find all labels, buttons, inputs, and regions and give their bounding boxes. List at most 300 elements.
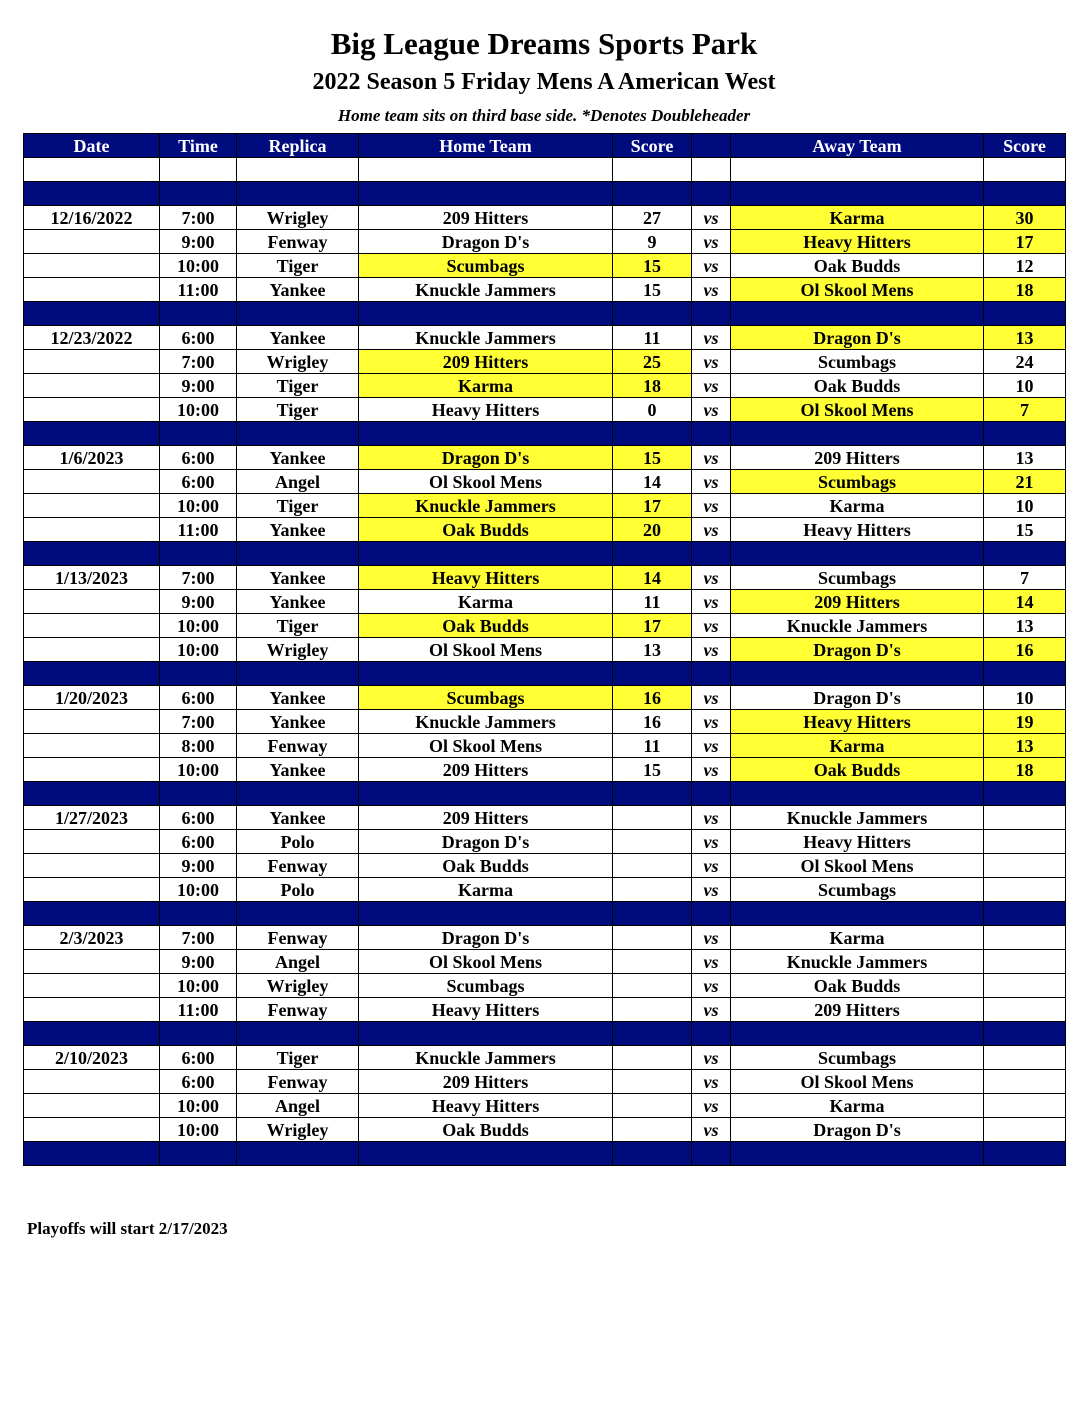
vs-cell: vs [692, 254, 731, 278]
time-cell: 6:00 [160, 686, 237, 710]
date-cell [24, 494, 160, 518]
column-header-away-score: Score [984, 134, 1066, 158]
time-cell: 11:00 [160, 278, 237, 302]
home-score-cell [613, 998, 692, 1022]
separator-cell [359, 302, 613, 326]
column-header-vs [692, 134, 731, 158]
time-cell: 7:00 [160, 206, 237, 230]
away-score-cell: 13 [984, 326, 1066, 350]
separator-cell [984, 542, 1066, 566]
date-cell: 12/16/2022 [24, 206, 160, 230]
time-cell: 6:00 [160, 830, 237, 854]
time-cell: 10:00 [160, 1118, 237, 1142]
vs-cell: vs [692, 518, 731, 542]
home-score-cell: 17 [613, 614, 692, 638]
separator-cell [692, 1142, 731, 1166]
separator-cell [24, 1142, 160, 1166]
home-score-cell [613, 1070, 692, 1094]
time-cell: 10:00 [160, 758, 237, 782]
home-score-cell [613, 1094, 692, 1118]
separator-cell [613, 662, 692, 686]
game-row [24, 686, 1066, 710]
game-row [24, 758, 1066, 782]
game-row [24, 854, 1066, 878]
vs-cell: vs [692, 710, 731, 734]
away-team-cell: 209 Hitters [731, 998, 984, 1022]
vs-cell: vs [692, 1046, 731, 1070]
game-row [24, 398, 1066, 422]
away-team-cell: Oak Budds [731, 758, 984, 782]
away-score-cell: 10 [984, 686, 1066, 710]
separator-cell [613, 1142, 692, 1166]
separator-row [24, 182, 1066, 206]
date-cell [24, 830, 160, 854]
blank-cell [237, 158, 359, 182]
date-cell [24, 710, 160, 734]
home-score-cell: 17 [613, 494, 692, 518]
field-cell: Yankee [237, 758, 359, 782]
home-team-cell: Oak Budds [359, 518, 613, 542]
away-team-cell: Scumbags [731, 1046, 984, 1070]
vs-cell: vs [692, 806, 731, 830]
separator-cell [731, 782, 984, 806]
blank-cell [731, 158, 984, 182]
vs-cell: vs [692, 206, 731, 230]
game-row [24, 926, 1066, 950]
schedule-table [23, 133, 1066, 1166]
field-cell: Tiger [237, 254, 359, 278]
home-score-cell [613, 1118, 692, 1142]
game-row [24, 374, 1066, 398]
away-team-cell: Oak Budds [731, 374, 984, 398]
away-team-cell: Ol Skool Mens [731, 278, 984, 302]
vs-cell: vs [692, 326, 731, 350]
date-cell [24, 854, 160, 878]
home-score-cell: 15 [613, 446, 692, 470]
vs-cell: vs [692, 494, 731, 518]
home-score-cell: 9 [613, 230, 692, 254]
home-score-cell: 11 [613, 326, 692, 350]
away-team-cell: Ol Skool Mens [731, 1070, 984, 1094]
date-cell [24, 254, 160, 278]
game-row [24, 830, 1066, 854]
away-score-cell: 13 [984, 614, 1066, 638]
away-team-cell: Heavy Hitters [731, 830, 984, 854]
away-team-cell: Ol Skool Mens [731, 398, 984, 422]
field-cell: Yankee [237, 686, 359, 710]
vs-cell: vs [692, 974, 731, 998]
column-header-date: Date [24, 134, 160, 158]
vs-cell: vs [692, 470, 731, 494]
away-team-cell: 209 Hitters [731, 590, 984, 614]
home-score-cell: 16 [613, 686, 692, 710]
separator-cell [359, 782, 613, 806]
home-score-cell: 15 [613, 254, 692, 278]
time-cell: 10:00 [160, 614, 237, 638]
home-score-cell: 11 [613, 590, 692, 614]
away-team-cell: Oak Budds [731, 974, 984, 998]
away-score-cell [984, 998, 1066, 1022]
separator-cell [359, 902, 613, 926]
date-cell: 2/3/2023 [24, 926, 160, 950]
game-row [24, 470, 1066, 494]
separator-cell [160, 1022, 237, 1046]
game-row [24, 614, 1066, 638]
away-team-cell: Karma [731, 1094, 984, 1118]
vs-cell: vs [692, 854, 731, 878]
vs-cell: vs [692, 950, 731, 974]
game-row [24, 998, 1066, 1022]
separator-cell [160, 662, 237, 686]
home-score-cell: 27 [613, 206, 692, 230]
field-cell: Tiger [237, 614, 359, 638]
time-cell: 10:00 [160, 974, 237, 998]
game-row [24, 734, 1066, 758]
separator-cell [160, 422, 237, 446]
away-score-cell: 10 [984, 494, 1066, 518]
field-cell: Fenway [237, 926, 359, 950]
field-cell: Tiger [237, 494, 359, 518]
home-team-cell: Scumbags [359, 974, 613, 998]
blank-cell [24, 158, 160, 182]
away-score-cell: 18 [984, 758, 1066, 782]
separator-cell [24, 902, 160, 926]
date-cell [24, 590, 160, 614]
date-cell [24, 878, 160, 902]
home-score-cell [613, 950, 692, 974]
away-team-cell: Heavy Hitters [731, 710, 984, 734]
game-row [24, 254, 1066, 278]
home-score-cell [613, 830, 692, 854]
away-team-cell: Karma [731, 926, 984, 950]
home-team-cell: Dragon D's [359, 830, 613, 854]
home-score-cell: 16 [613, 710, 692, 734]
home-score-cell: 0 [613, 398, 692, 422]
separator-row [24, 422, 1066, 446]
date-cell: 1/20/2023 [24, 686, 160, 710]
separator-cell [613, 902, 692, 926]
separator-cell [24, 302, 160, 326]
game-row [24, 518, 1066, 542]
vs-cell: vs [692, 278, 731, 302]
home-score-cell: 15 [613, 278, 692, 302]
game-row [24, 278, 1066, 302]
home-score-cell: 13 [613, 638, 692, 662]
vs-cell: vs [692, 1094, 731, 1118]
field-cell: Wrigley [237, 1118, 359, 1142]
away-team-cell: 209 Hitters [731, 446, 984, 470]
separator-cell [731, 902, 984, 926]
home-team-cell: Knuckle Jammers [359, 326, 613, 350]
home-team-cell: Ol Skool Mens [359, 638, 613, 662]
away-score-cell: 24 [984, 350, 1066, 374]
separator-cell [984, 302, 1066, 326]
home-team-cell: Oak Budds [359, 854, 613, 878]
field-cell: Fenway [237, 230, 359, 254]
separator-cell [692, 782, 731, 806]
column-header-time: Time [160, 134, 237, 158]
separator-cell [359, 1022, 613, 1046]
field-cell: Wrigley [237, 350, 359, 374]
time-cell: 10:00 [160, 494, 237, 518]
home-team-cell: Dragon D's [359, 446, 613, 470]
vs-cell: vs [692, 686, 731, 710]
separator-cell [613, 422, 692, 446]
separator-cell [692, 422, 731, 446]
date-cell [24, 518, 160, 542]
separator-cell [613, 182, 692, 206]
time-cell: 9:00 [160, 374, 237, 398]
game-row [24, 590, 1066, 614]
date-cell [24, 974, 160, 998]
date-cell [24, 950, 160, 974]
away-score-cell [984, 1046, 1066, 1070]
game-row [24, 206, 1066, 230]
vs-cell: vs [692, 758, 731, 782]
away-team-cell: Scumbags [731, 470, 984, 494]
away-team-cell: Karma [731, 734, 984, 758]
home-team-cell: Heavy Hitters [359, 566, 613, 590]
away-score-cell: 14 [984, 590, 1066, 614]
separator-cell [359, 662, 613, 686]
time-cell: 8:00 [160, 734, 237, 758]
field-cell: Tiger [237, 374, 359, 398]
away-score-cell: 21 [984, 470, 1066, 494]
schedule-note: Home team sits on third base side. *Denotes Doubleheader [337, 106, 751, 125]
game-row [24, 1094, 1066, 1118]
separator-cell [731, 1142, 984, 1166]
vs-cell: vs [692, 446, 731, 470]
field-cell: Angel [237, 470, 359, 494]
home-team-cell: Oak Budds [359, 1118, 613, 1142]
date-cell [24, 470, 160, 494]
playoffs-note: Playoffs will start 2/17/2023 [27, 1219, 228, 1238]
separator-cell [613, 1022, 692, 1046]
vs-cell: vs [692, 398, 731, 422]
away-score-cell: 13 [984, 734, 1066, 758]
game-row [24, 326, 1066, 350]
separator-cell [237, 782, 359, 806]
home-score-cell [613, 926, 692, 950]
away-score-cell [984, 1094, 1066, 1118]
time-cell: 6:00 [160, 470, 237, 494]
date-cell [24, 230, 160, 254]
separator-cell [613, 302, 692, 326]
game-row [24, 230, 1066, 254]
field-cell: Yankee [237, 326, 359, 350]
separator-cell [731, 302, 984, 326]
away-team-cell: Heavy Hitters [731, 230, 984, 254]
separator-cell [237, 542, 359, 566]
time-cell: 10:00 [160, 878, 237, 902]
separator-cell [237, 302, 359, 326]
field-cell: Fenway [237, 854, 359, 878]
away-team-cell: Knuckle Jammers [731, 950, 984, 974]
field-cell: Yankee [237, 518, 359, 542]
away-score-cell: 7 [984, 398, 1066, 422]
away-score-cell [984, 806, 1066, 830]
vs-cell: vs [692, 1070, 731, 1094]
vs-cell: vs [692, 374, 731, 398]
separator-cell [692, 302, 731, 326]
away-score-cell [984, 1118, 1066, 1142]
away-team-cell: Karma [731, 206, 984, 230]
time-cell: 6:00 [160, 1046, 237, 1070]
separator-cell [359, 1142, 613, 1166]
home-team-cell: Karma [359, 878, 613, 902]
separator-cell [692, 1022, 731, 1046]
home-score-cell [613, 974, 692, 998]
blank-cell [359, 158, 613, 182]
separator-cell [160, 182, 237, 206]
separator-cell [692, 542, 731, 566]
home-score-cell: 18 [613, 374, 692, 398]
date-cell: 12/23/2022 [24, 326, 160, 350]
time-cell: 10:00 [160, 1094, 237, 1118]
vs-cell: vs [692, 830, 731, 854]
date-cell [24, 1118, 160, 1142]
home-team-cell: Scumbags [359, 254, 613, 278]
home-team-cell: 209 Hitters [359, 806, 613, 830]
vs-cell: vs [692, 734, 731, 758]
separator-cell [359, 542, 613, 566]
away-score-cell: 18 [984, 278, 1066, 302]
separator-cell [613, 542, 692, 566]
away-team-cell: Dragon D's [731, 326, 984, 350]
game-row [24, 974, 1066, 998]
home-team-cell: Dragon D's [359, 230, 613, 254]
date-cell [24, 374, 160, 398]
date-cell [24, 1094, 160, 1118]
vs-cell: vs [692, 998, 731, 1022]
separator-cell [24, 1022, 160, 1046]
separator-cell [237, 662, 359, 686]
separator-cell [237, 182, 359, 206]
time-cell: 7:00 [160, 350, 237, 374]
game-row [24, 1046, 1066, 1070]
separator-cell [24, 662, 160, 686]
away-score-cell [984, 974, 1066, 998]
column-header-away-team: Away Team [731, 134, 984, 158]
field-cell: Fenway [237, 734, 359, 758]
field-cell: Fenway [237, 998, 359, 1022]
away-score-cell: 15 [984, 518, 1066, 542]
vs-cell: vs [692, 590, 731, 614]
separator-cell [692, 662, 731, 686]
time-cell: 7:00 [160, 926, 237, 950]
field-cell: Tiger [237, 1046, 359, 1070]
away-team-cell: Ol Skool Mens [731, 854, 984, 878]
home-team-cell: Scumbags [359, 686, 613, 710]
field-cell: Polo [237, 878, 359, 902]
home-score-cell: 15 [613, 758, 692, 782]
date-cell: 1/13/2023 [24, 566, 160, 590]
field-cell: Fenway [237, 1070, 359, 1094]
away-score-cell: 12 [984, 254, 1066, 278]
separator-cell [160, 902, 237, 926]
away-team-cell: Karma [731, 494, 984, 518]
separator-cell [359, 182, 613, 206]
vs-cell: vs [692, 926, 731, 950]
home-score-cell [613, 854, 692, 878]
separator-row [24, 302, 1066, 326]
away-score-cell [984, 830, 1066, 854]
column-header-home-score: Score [613, 134, 692, 158]
game-row [24, 638, 1066, 662]
vs-cell: vs [692, 350, 731, 374]
away-team-cell: Scumbags [731, 350, 984, 374]
vs-cell: vs [692, 614, 731, 638]
home-team-cell: Ol Skool Mens [359, 950, 613, 974]
home-team-cell: Heavy Hitters [359, 398, 613, 422]
home-score-cell: 25 [613, 350, 692, 374]
home-team-cell: 209 Hitters [359, 758, 613, 782]
time-cell: 11:00 [160, 518, 237, 542]
separator-cell [984, 782, 1066, 806]
away-team-cell: Knuckle Jammers [731, 614, 984, 638]
time-cell: 9:00 [160, 590, 237, 614]
separator-cell [613, 782, 692, 806]
separator-cell [160, 302, 237, 326]
away-score-cell: 19 [984, 710, 1066, 734]
date-cell [24, 398, 160, 422]
separator-row [24, 1022, 1066, 1046]
separator-cell [731, 542, 984, 566]
blank-cell [984, 158, 1066, 182]
game-row [24, 566, 1066, 590]
field-cell: Yankee [237, 806, 359, 830]
home-team-cell: Knuckle Jammers [359, 494, 613, 518]
time-cell: 9:00 [160, 950, 237, 974]
home-team-cell: Knuckle Jammers [359, 1046, 613, 1070]
game-row [24, 950, 1066, 974]
time-cell: 6:00 [160, 326, 237, 350]
separator-cell [237, 422, 359, 446]
away-score-cell: 7 [984, 566, 1066, 590]
time-cell: 6:00 [160, 806, 237, 830]
field-cell: Yankee [237, 446, 359, 470]
field-cell: Angel [237, 1094, 359, 1118]
away-score-cell [984, 950, 1066, 974]
separator-cell [984, 1022, 1066, 1046]
game-row [24, 710, 1066, 734]
time-cell: 10:00 [160, 254, 237, 278]
away-team-cell: Scumbags [731, 878, 984, 902]
home-team-cell: Knuckle Jammers [359, 710, 613, 734]
game-row [24, 1070, 1066, 1094]
date-cell [24, 638, 160, 662]
field-cell: Wrigley [237, 974, 359, 998]
home-team-cell: Ol Skool Mens [359, 734, 613, 758]
home-score-cell [613, 806, 692, 830]
away-team-cell: Scumbags [731, 566, 984, 590]
date-cell: 2/10/2023 [24, 1046, 160, 1070]
away-score-cell: 16 [984, 638, 1066, 662]
field-cell: Angel [237, 950, 359, 974]
date-cell: 1/27/2023 [24, 806, 160, 830]
game-row [24, 446, 1066, 470]
blank-cell [692, 158, 731, 182]
game-row [24, 494, 1066, 518]
separator-cell [24, 182, 160, 206]
date-cell [24, 614, 160, 638]
separator-cell [984, 662, 1066, 686]
date-cell [24, 278, 160, 302]
date-cell [24, 1070, 160, 1094]
home-team-cell: Heavy Hitters [359, 998, 613, 1022]
field-cell: Yankee [237, 590, 359, 614]
separator-cell [731, 1022, 984, 1046]
